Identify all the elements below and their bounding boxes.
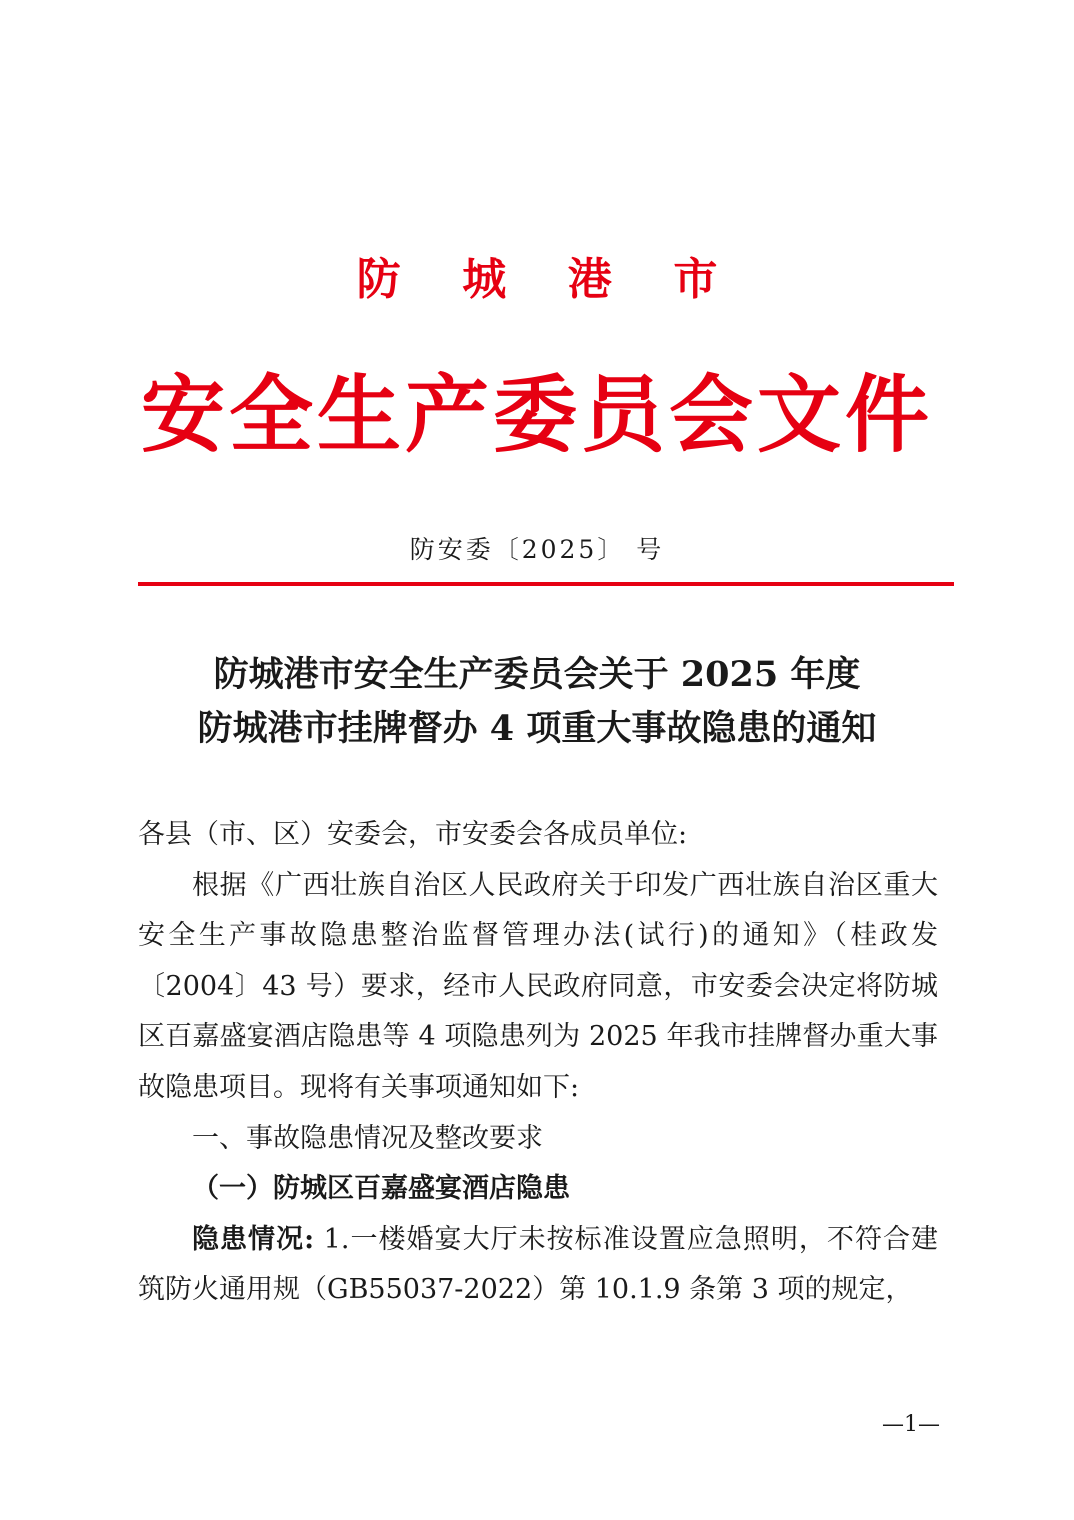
document-body [138, 810, 938, 1316]
issuing-committee-header: 安全生产委员会文件 [140, 365, 933, 464]
red-divider-line [138, 582, 954, 586]
intro-paragraph: 根据《广西壮族自治区人民政府关于印发广西壮族自治区重大安全生产事故隐患整治监督管理办法(试行)的通知》（桂政发〔2004〕43 号）要求，经市人民政府同意，市安委会决定将防城区百嘉盛宴酒店隐患等 4 项隐患列为 2025 年我市挂牌督办重大事故隐患项目。现将有关事项通知如下: [138, 869, 938, 1103]
hazard-text: 1.一楼婚宴大厅未按标准设置应急照明，不符合建筑防火通用规（GB55037-2022）第 10.1.9 条第 3 项的规定， [138, 1223, 939, 1306]
hazard-label: 隐患情况: [192, 1223, 315, 1255]
page-number: —1— [882, 1412, 940, 1437]
title-line-1: 防城港市安全生产委员会关于 2025 年度 [213, 654, 861, 695]
subsection-heading: （一）防城区百嘉盛宴酒店隐患 [192, 1173, 570, 1205]
document-number: 防安委〔2025〕 号 [409, 535, 665, 564]
title-line-2: 防城港市挂牌督办 4 项重大事故隐患的通知 [197, 708, 877, 749]
section-heading: 一、事故隐患情况及整改要求 [192, 1122, 543, 1154]
salutation: 各县（市、区）安委会，市安委会各成员单位: [138, 819, 688, 850]
document-title [0, 648, 1074, 756]
hazard-paragraph [138, 1215, 938, 1316]
issuing-city: 防城港市 [356, 254, 779, 305]
